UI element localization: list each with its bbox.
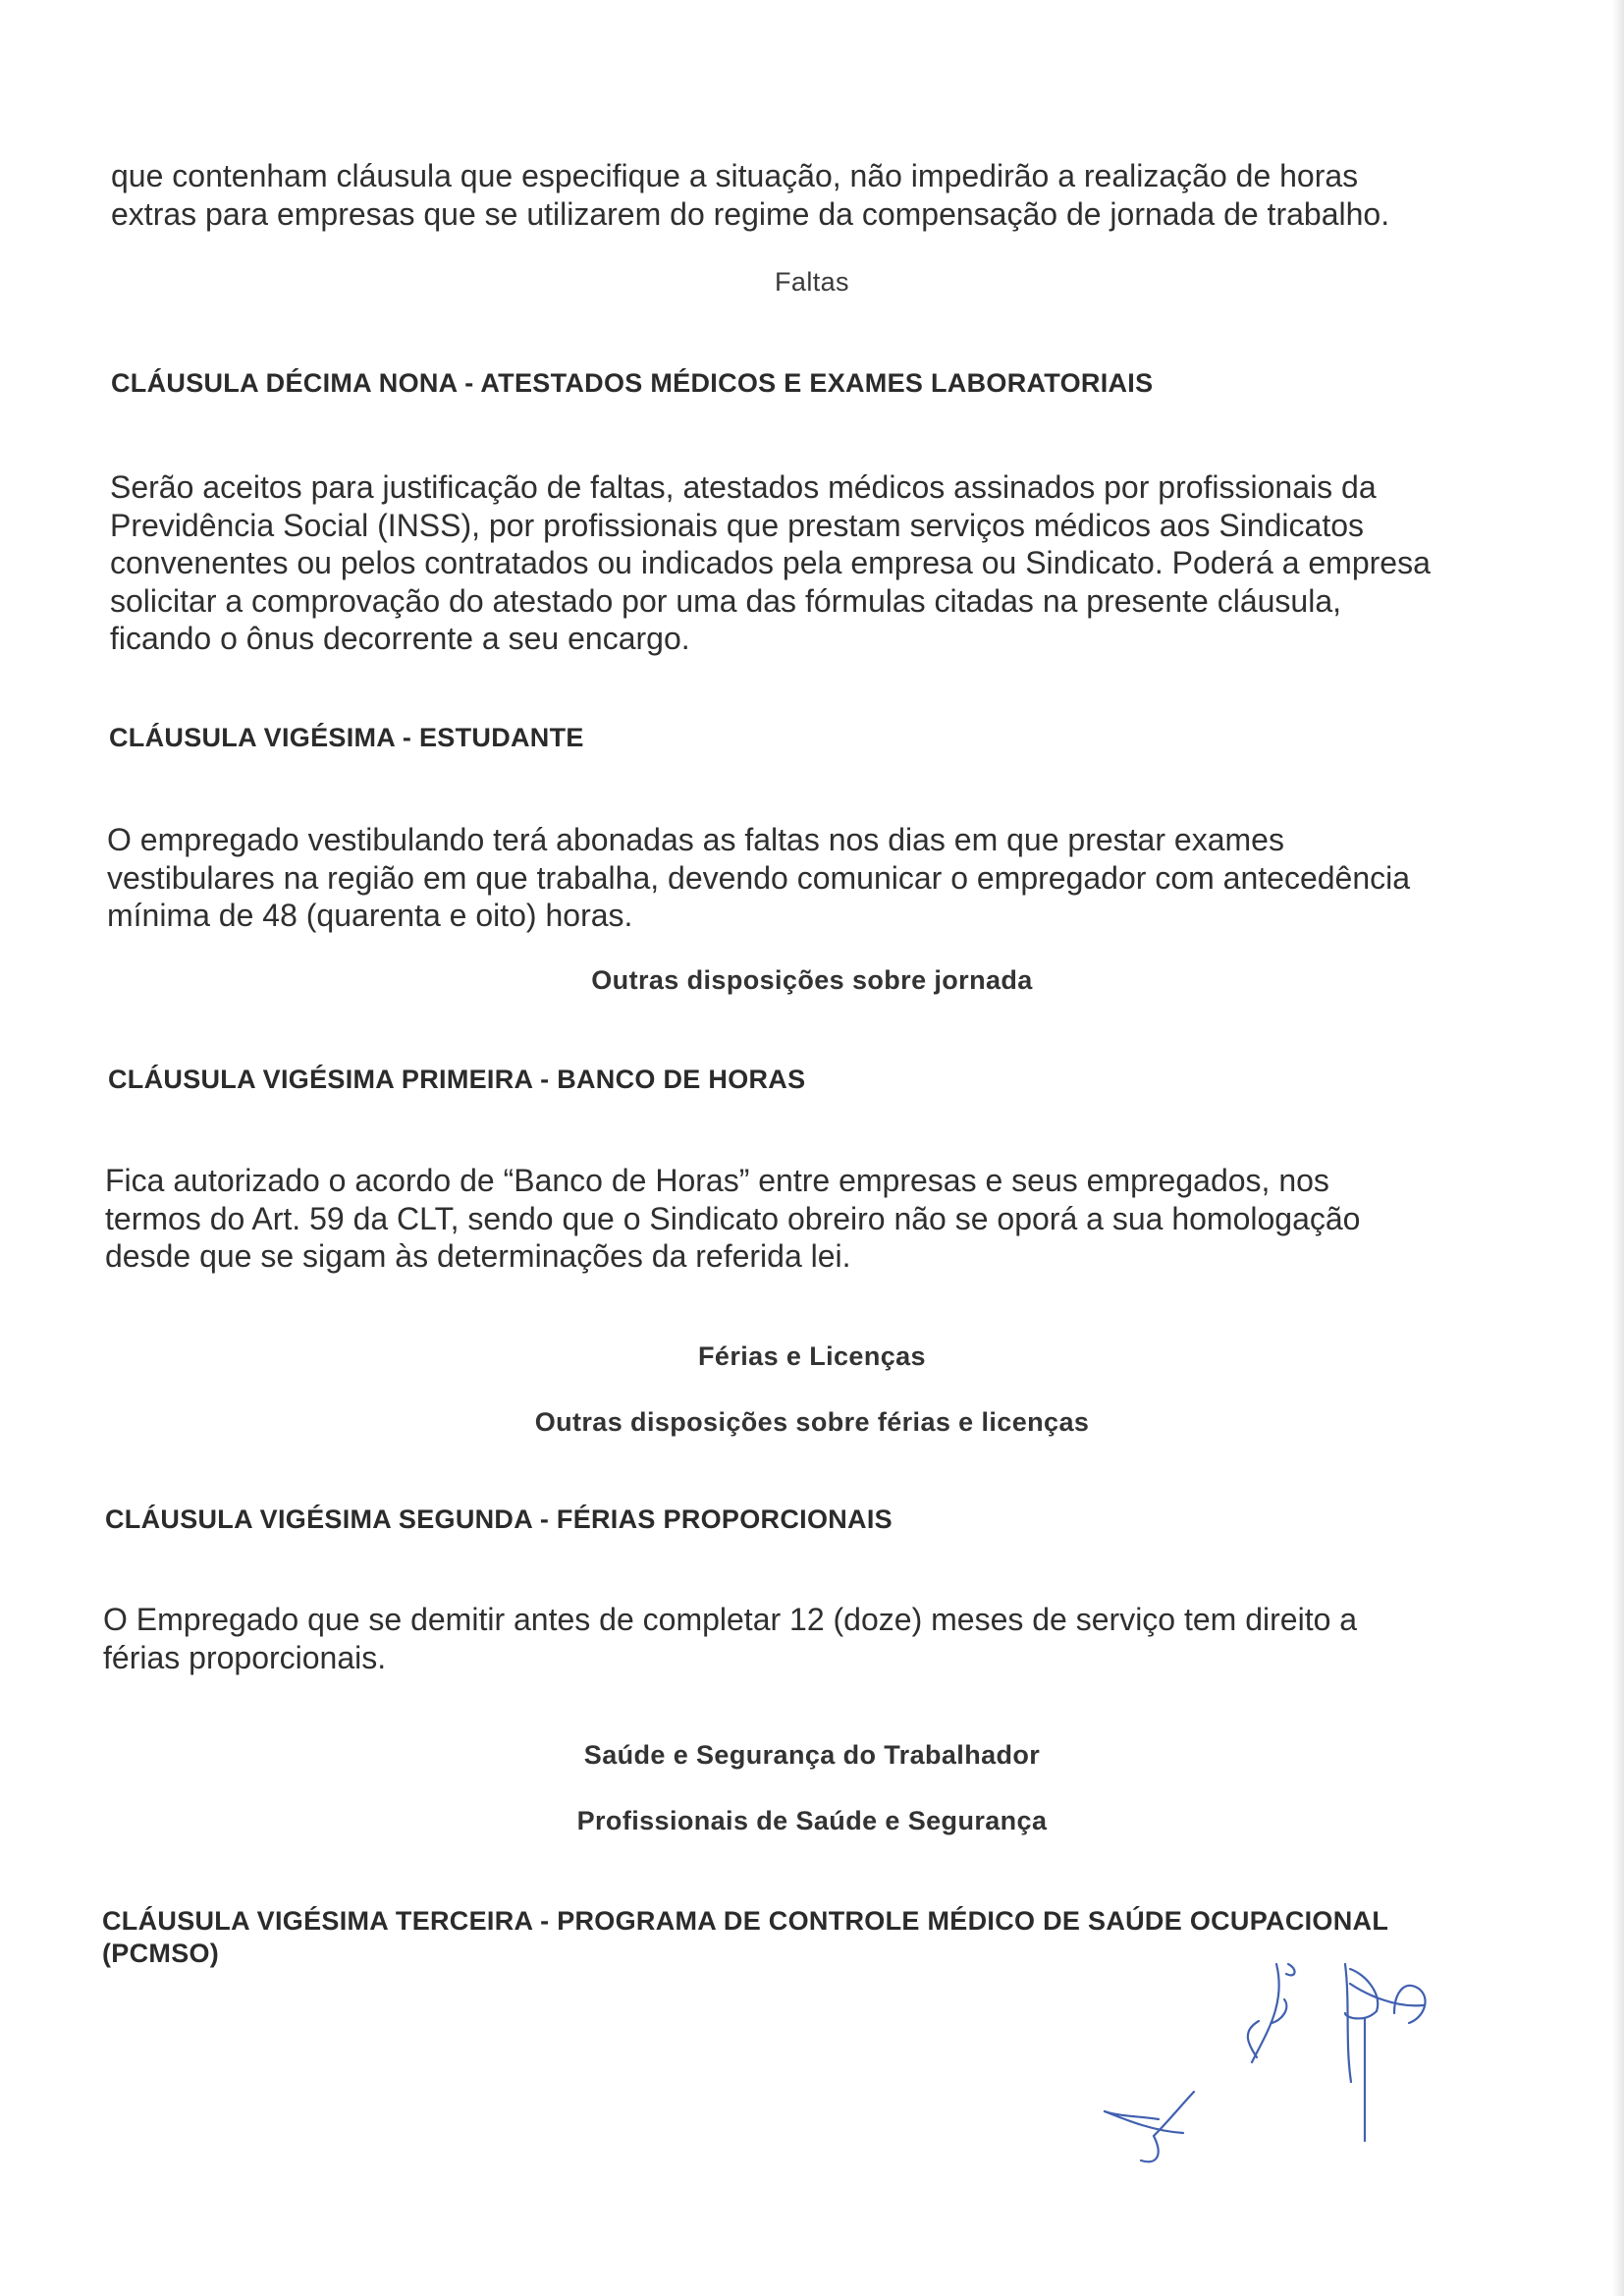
handwritten-signature	[1070, 1925, 1542, 2219]
section-title-faltas: Faltas	[775, 267, 849, 297]
section-title-ferias-outras: Outras disposições sobre férias e licenças	[534, 1407, 1090, 1437]
page-edge-shadow	[1612, 0, 1624, 2296]
clause-20-text: O empregado vestibulando terá abonadas as faltas nos dias em que prestar exames vestibulares na região em que trabalha, devendo comunicar o empregador com antecedência mínima de 48 (quarenta e oito) horas.	[107, 822, 1411, 933]
section-title-profissionais: Profissionais de Saúde e Segurança	[576, 1806, 1048, 1835]
clause-19-text: Serão aceitos para justificação de faltas, atestados médicos assinados por profissionais da Previdência Social (INSS), por profissionais que prestam serviços médicos aos Sindicatos convenentes ou pelos contratados ou indicados pela empresa ou Sindicato. Poderá a empresa solicitar a comprovação do atestado por uma das fórmulas citadas na presente cláusula, ficando o ônus decorrente a seu encargo.	[110, 469, 1431, 656]
clause-21-heading: CLÁUSULA VIGÉSIMA PRIMEIRA - BANCO DE HORAS	[108, 1065, 806, 1094]
clause-23-heading: CLÁUSULA VIGÉSIMA TERCEIRA - PROGRAMA DE CONTROLE MÉDICO DE SAÚDE OCUPACIONAL (PCMSO)	[102, 1906, 1389, 1968]
section-title-ferias: Férias e Licenças	[698, 1341, 926, 1371]
clause-20-heading: CLÁUSULA VIGÉSIMA - ESTUDANTE	[109, 723, 584, 752]
section-title-jornada: Outras disposições sobre jornada	[591, 965, 1033, 995]
section-title-saude: Saúde e Segurança do Trabalhador	[583, 1740, 1041, 1770]
clause-22-heading: CLÁUSULA VIGÉSIMA SEGUNDA - FÉRIAS PROPORCIONAIS	[105, 1504, 893, 1534]
clause-22-text: O Empregado que se demitir antes de completar 12 (doze) meses de serviço tem direito a férias proporcionais.	[103, 1602, 1358, 1675]
clause-21-text: Fica autorizado o acordo de “Banco de Horas” entre empresas e seus empregados, nos termos do Art. 59 da CLT, sendo que o Sindicato obreiro não se oporá a sua homologação desde que se sigam às determinações da referida lei.	[105, 1163, 1361, 1274]
intro-paragraph: que contenham cláusula que especifique a situação, não impedirão a realização de horas extras para empresas que se utilizarem do regime da compensação de jornada de trabalho.	[111, 158, 1390, 232]
clause-19-heading: CLÁUSULA DÉCIMA NONA - ATESTADOS MÉDICOS E EXAMES LABORATORIAIS	[111, 368, 1154, 398]
